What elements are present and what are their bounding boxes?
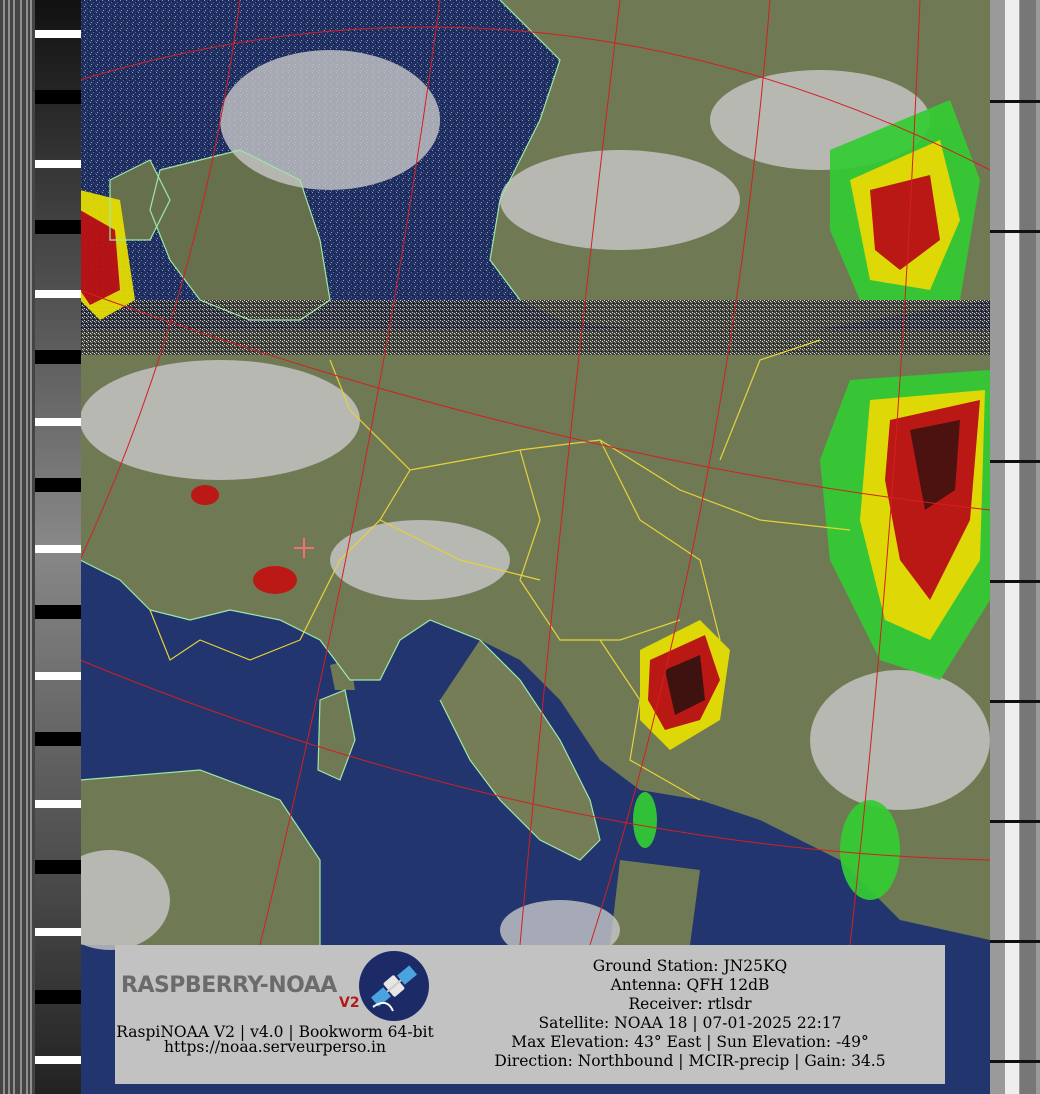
raspberry-noaa-logo bbox=[115, 945, 435, 1027]
left-telemetry-strip bbox=[0, 0, 81, 1094]
logo-text: RASPBERRY-NOAA bbox=[121, 973, 337, 998]
logo-badge: V2 bbox=[339, 995, 360, 1011]
elevation-text: Max Elevation: 43° East | Sun Elevation: -49° bbox=[511, 1033, 869, 1051]
direction-text: Direction: Northbound | MCIR-precip | Gain: 34.5 bbox=[494, 1052, 886, 1070]
version-line: RaspiNOAA V2 | v4.0 | Bookworm 64-bit bbox=[116, 1023, 434, 1041]
site-url: https://noaa.serveurperso.in bbox=[164, 1038, 386, 1056]
antenna-text: Antenna: QFH 12dB bbox=[610, 976, 770, 994]
satellite-icon bbox=[357, 949, 431, 1023]
satellite-text: Satellite: NOAA 18 | 07-01-2025 22:17 bbox=[538, 1014, 842, 1032]
receiver-text: Receiver: rtlsdr bbox=[628, 995, 752, 1013]
ground-station-text: Ground Station: JN25KQ bbox=[592, 957, 788, 975]
right-telemetry-strip bbox=[990, 0, 1040, 1094]
branding-block bbox=[115, 945, 435, 1084]
pass-info bbox=[435, 945, 945, 1084]
info-panel bbox=[115, 945, 945, 1084]
static-band bbox=[80, 300, 990, 355]
